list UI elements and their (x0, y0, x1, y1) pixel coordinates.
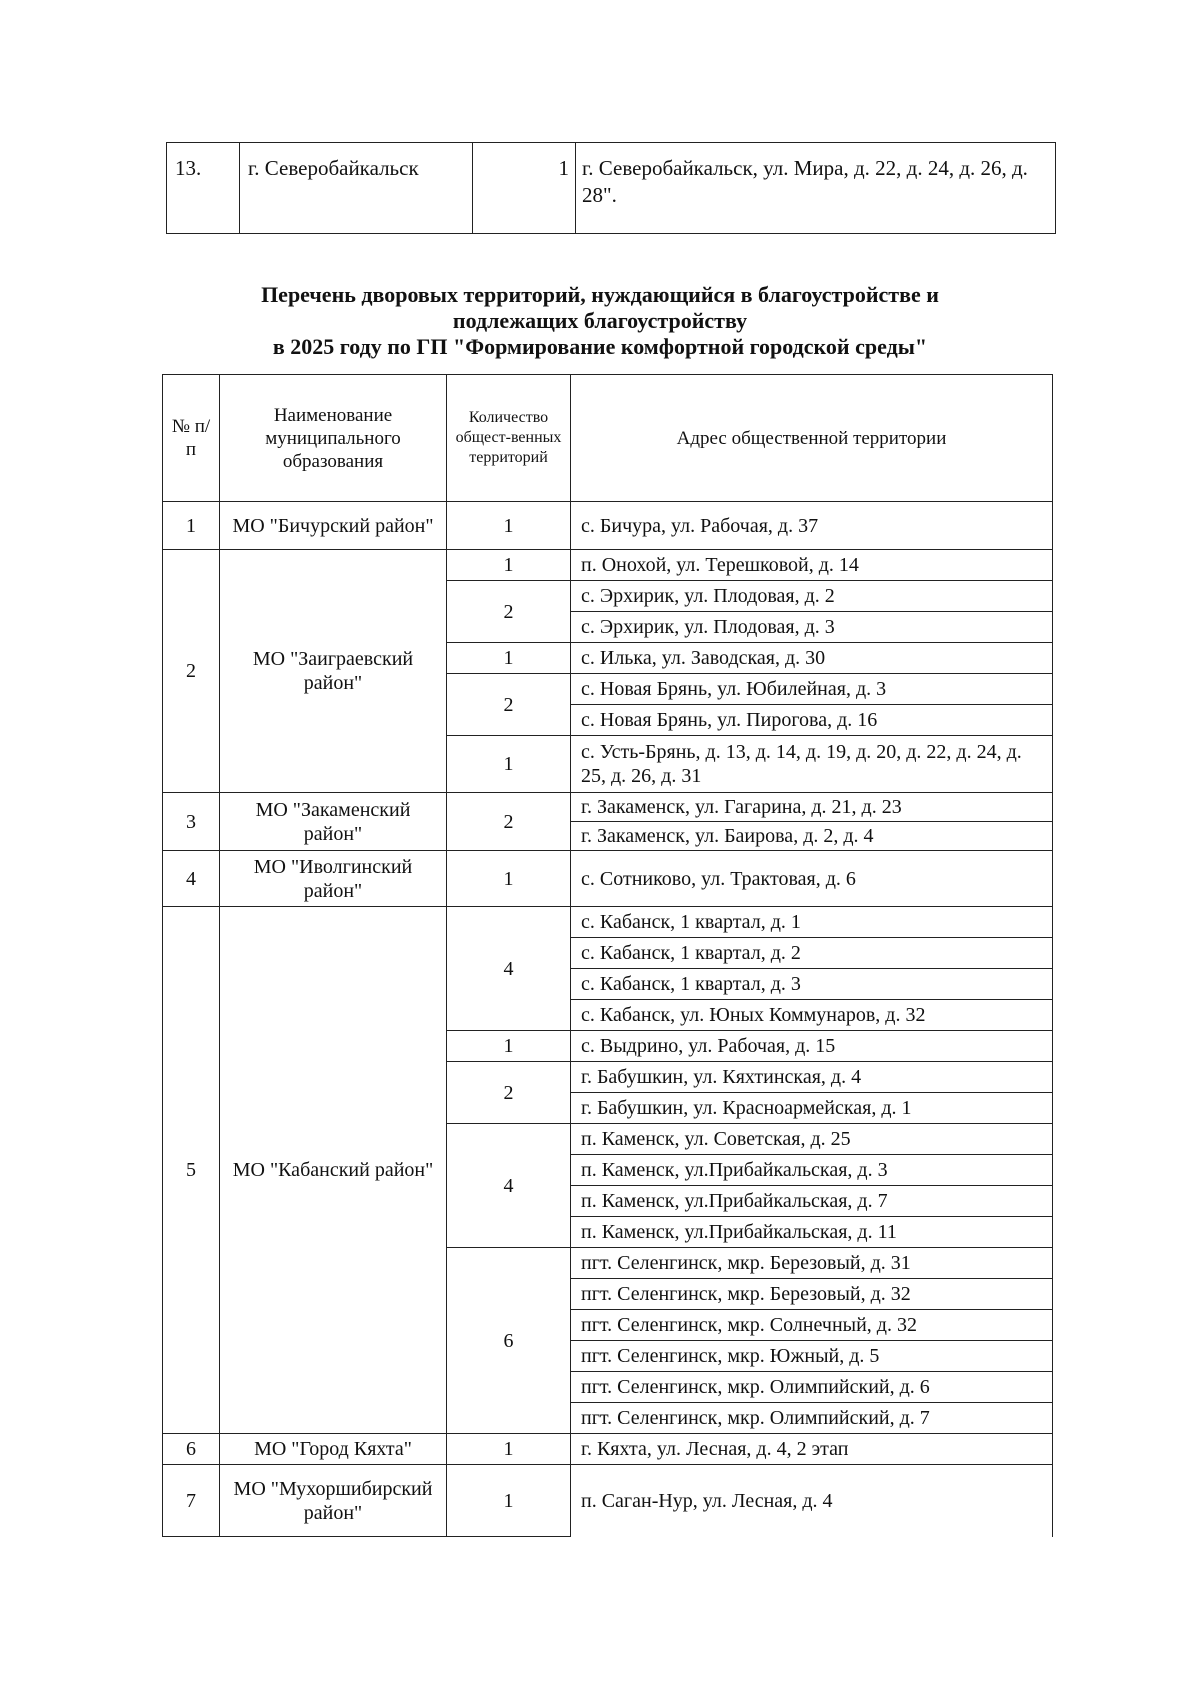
territory-address: с. Эрхирик, ул. Плодовая, д. 3 (571, 612, 1053, 643)
territory-address: с. Новая Брянь, ул. Юбилейная, д. 3 (571, 674, 1053, 705)
table-row (163, 1434, 1053, 1465)
table-row (163, 851, 1053, 907)
territory-address: п. Каменск, ул.Прибайкальская, д. 3 (571, 1155, 1053, 1186)
territory-count: 4 (447, 907, 571, 1031)
municipality-name: МО "Мухоршибирский район" (220, 1465, 447, 1537)
territory-count: 1 (447, 1031, 571, 1062)
territory-address: п. Саган-Нур, ул. Лесная, д. 4 (571, 1465, 1053, 1537)
municipality-name: г. Северобайкальск (240, 143, 473, 234)
territory-address: п. Каменск, ул.Прибайкальская, д. 7 (571, 1186, 1053, 1217)
municipality-name: МО "Заиграевский район" (220, 550, 447, 793)
territory-address: пгт. Селенгинск, мкр. Олимпийский, д. 6 (571, 1372, 1053, 1403)
territory-address: пгт. Селенгинск, мкр. Олимпийский, д. 7 (571, 1403, 1053, 1434)
territory-address: с. Кабанск, 1 квартал, д. 2 (571, 938, 1053, 969)
document-heading (150, 282, 1050, 360)
table-row (163, 793, 1053, 822)
territory-count: 1 (447, 550, 571, 581)
territory-address: с. Выдрино, ул. Рабочая, д. 15 (571, 1031, 1053, 1062)
row-number: 13. (167, 143, 240, 234)
column-header-number: № п/п (163, 375, 220, 502)
table-body (163, 502, 1053, 1537)
territory-address: г. Бабушкин, ул. Красноармейская, д. 1 (571, 1093, 1053, 1124)
territory-count: 1 (447, 1434, 571, 1465)
table-row (167, 143, 1056, 234)
row-number: 2 (163, 550, 220, 793)
territory-address: г. Бабушкин, ул. Кяхтинская, д. 4 (571, 1062, 1053, 1093)
municipality-name: МО "Закаменский район" (220, 793, 447, 851)
territory-address: г. Закаменск, ул. Гагарина, д. 21, д. 23 (571, 793, 1053, 822)
heading-line: подлежащих благоустройству (452, 308, 748, 333)
territory-address: пгт. Селенгинск, мкр. Березовый, д. 31 (571, 1248, 1053, 1279)
table-row (163, 1465, 1053, 1537)
territory-address: с. Кабанск, ул. Юных Коммунаров, д. 32 (571, 1000, 1053, 1031)
territory-address: г. Северобайкальск, ул. Мира, д. 22, д. 24, д. 26, д. 28". (576, 143, 1056, 234)
row-number: 6 (163, 1434, 220, 1465)
territory-address: с. Бичура, ул. Рабочая, д. 37 (571, 502, 1053, 550)
territory-count: 1 (447, 502, 571, 550)
territory-address: п. Каменск, ул. Советская, д. 25 (571, 1124, 1053, 1155)
territory-address: с. Эрхирик, ул. Плодовая, д. 2 (571, 581, 1053, 612)
territory-address: с. Кабанск, 1 квартал, д. 1 (571, 907, 1053, 938)
territory-address: г. Закаменск, ул. Баирова, д. 2, д. 4 (571, 822, 1053, 851)
territory-count: 2 (447, 581, 571, 643)
territory-count: 1 (447, 851, 571, 907)
territory-address: п. Каменск, ул.Прибайкальская, д. 11 (571, 1217, 1053, 1248)
row-number: 1 (163, 502, 220, 550)
territory-address: с. Усть-Брянь, д. 13, д. 14, д. 19, д. 20, д. 22, д. 24, д. 25, д. 26, д. 31 (571, 736, 1053, 793)
territory-address: с. Новая Брянь, ул. Пирогова, д. 16 (571, 705, 1053, 736)
territory-count: 1 (473, 143, 576, 234)
heading-line: в 2025 году по ГП "Формирование комфортной городской среды" (272, 334, 928, 359)
territory-address: пгт. Селенгинск, мкр. Березовый, д. 32 (571, 1279, 1053, 1310)
column-header-count: Количество общест-венных территорий (447, 375, 571, 502)
table-header-row (163, 375, 1053, 502)
municipality-name: МО "Иволгинский район" (220, 851, 447, 907)
territory-count: 1 (447, 643, 571, 674)
column-header-address: Адрес общественной территории (571, 375, 1053, 502)
table-row (163, 550, 1053, 581)
row-number: 4 (163, 851, 220, 907)
territory-count: 2 (447, 1062, 571, 1124)
yard-territories-table (162, 374, 1053, 1537)
municipality-name: МО "Кабанский район" (220, 907, 447, 1434)
heading-line: Перечень дворовых территорий, нуждающийся в благоустройстве и (261, 282, 939, 307)
territory-count: 1 (447, 1465, 571, 1537)
territory-address: г. Кяхта, ул. Лесная, д. 4, 2 этап (571, 1434, 1053, 1465)
row-number: 3 (163, 793, 220, 851)
territory-address: пгт. Селенгинск, мкр. Южный, д. 5 (571, 1341, 1053, 1372)
territory-address: с. Илька, ул. Заводская, д. 30 (571, 643, 1053, 674)
column-header-municipality: Наименование муниципального образования (220, 375, 447, 502)
table-row (163, 502, 1053, 550)
municipality-name: МО "Город Кяхта" (220, 1434, 447, 1465)
territory-count: 2 (447, 674, 571, 736)
territory-address: п. Онохой, ул. Терешковой, д. 14 (571, 550, 1053, 581)
territory-address: с. Сотниково, ул. Трактовая, д. 6 (571, 851, 1053, 907)
territory-count: 1 (447, 736, 571, 793)
territory-count: 4 (447, 1124, 571, 1248)
previous-table-continuation (166, 142, 1056, 234)
table-row (163, 907, 1053, 938)
row-number: 7 (163, 1465, 220, 1537)
row-number: 5 (163, 907, 220, 1434)
municipality-name: МО "Бичурский район" (220, 502, 447, 550)
territory-address: пгт. Селенгинск, мкр. Солнечный, д. 32 (571, 1310, 1053, 1341)
territory-count: 2 (447, 793, 571, 851)
territory-address: с. Кабанск, 1 квартал, д. 3 (571, 969, 1053, 1000)
territory-count: 6 (447, 1248, 571, 1434)
